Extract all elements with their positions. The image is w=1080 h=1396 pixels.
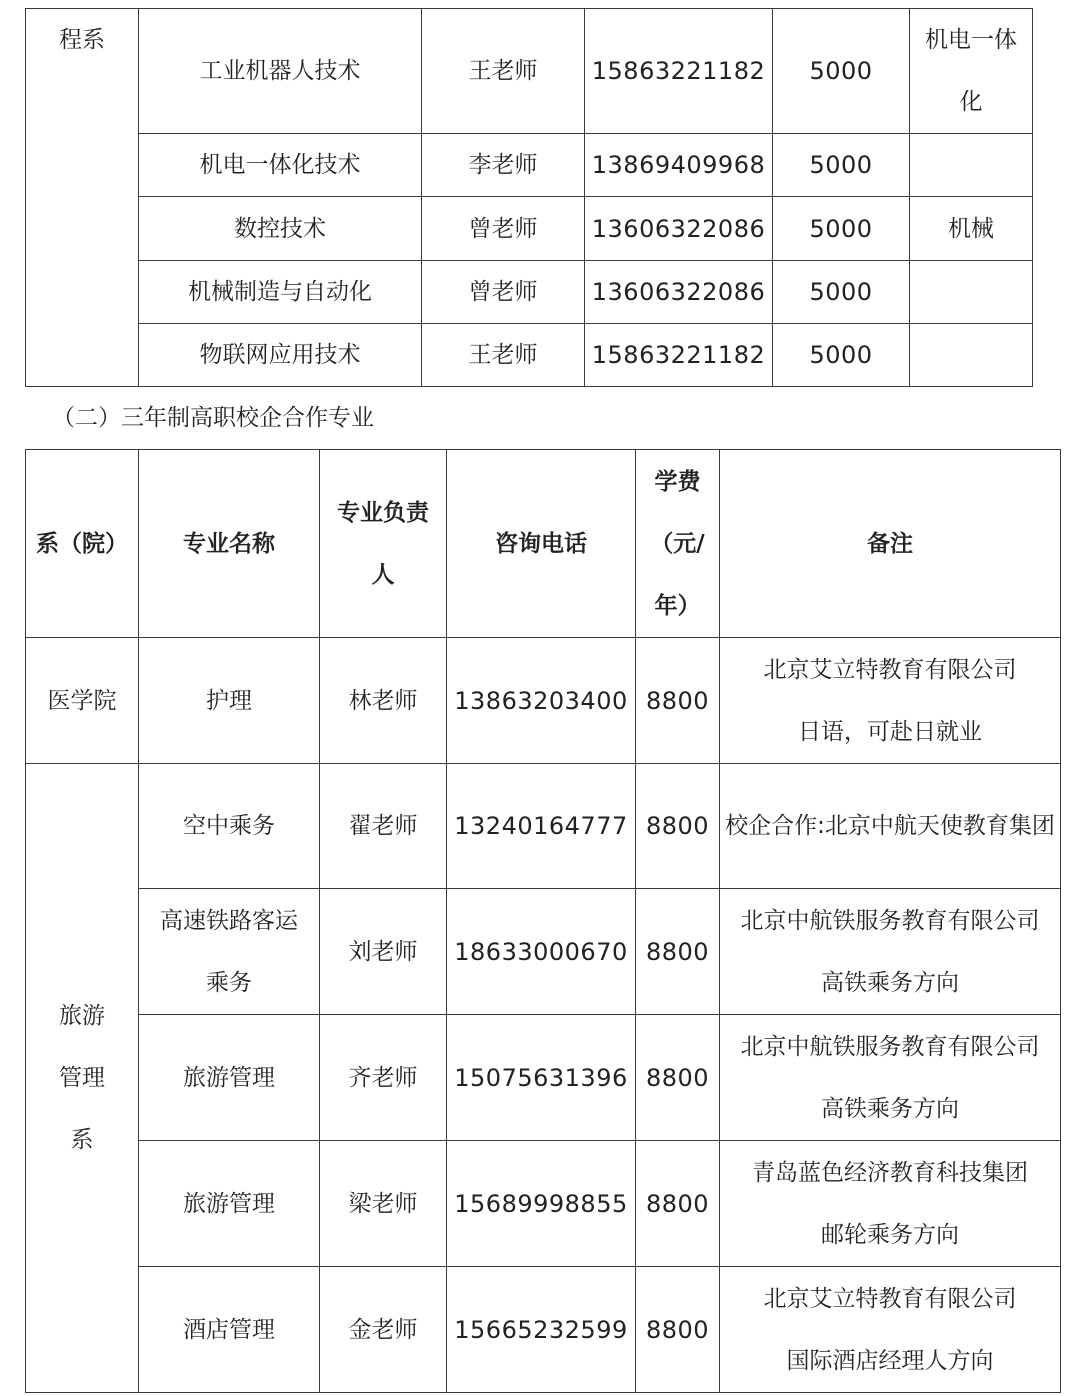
tuition-fee: 8800 bbox=[636, 1015, 720, 1141]
phone-number: 18633000670 bbox=[447, 889, 636, 1015]
major-name: 空中乘务 bbox=[139, 764, 320, 889]
phone-number: 13863203400 bbox=[447, 638, 636, 764]
remark-line: 校企合作:北京中航天使教育集团 bbox=[725, 813, 1055, 839]
contact-person: 林老师 bbox=[320, 638, 447, 764]
remark-line: 北京艾立特教育有限公司 bbox=[763, 656, 1017, 683]
remark bbox=[910, 261, 1033, 324]
contact-person: 翟老师 bbox=[320, 764, 447, 889]
table-row bbox=[26, 764, 1061, 889]
table-row bbox=[26, 197, 1033, 261]
table-row bbox=[26, 261, 1033, 324]
tuition-fee: 8800 bbox=[636, 1141, 720, 1267]
major-name: 酒店管理 bbox=[139, 1267, 320, 1393]
remark-line: 邮轮乘务方向 bbox=[821, 1221, 959, 1248]
remark-line: 高铁乘务方向 bbox=[821, 1095, 959, 1122]
majors-table-continued bbox=[25, 8, 1033, 387]
tuition-fee: 5000 bbox=[773, 324, 910, 387]
remark: 机电一体化 bbox=[910, 9, 1033, 134]
table-row bbox=[26, 9, 1033, 134]
remark-line: 青岛蓝色经济教育科技集团 bbox=[752, 1159, 1028, 1186]
section-heading: （二）三年制高职校企合作专业 bbox=[52, 405, 374, 431]
phone-number: 13606322086 bbox=[585, 197, 773, 261]
tuition-fee: 5000 bbox=[773, 197, 910, 261]
header-tuition: 学费（元/年） bbox=[636, 450, 720, 638]
table-row bbox=[26, 1015, 1061, 1141]
department-cell: 程系 bbox=[26, 9, 139, 387]
contact-person: 李老师 bbox=[422, 134, 585, 197]
remark-line: 国际酒店经理人方向 bbox=[786, 1347, 994, 1374]
major-name: 工业机器人技术 bbox=[139, 9, 422, 134]
major-name: 数控技术 bbox=[139, 197, 422, 261]
contact-person: 刘老师 bbox=[320, 889, 447, 1015]
table-row bbox=[26, 324, 1033, 387]
remark-line: 北京中航铁服务教育有限公司 bbox=[740, 1033, 1040, 1060]
contact-person: 曾老师 bbox=[422, 197, 585, 261]
header-major-name: 专业名称 bbox=[139, 450, 320, 638]
tuition-fee: 5000 bbox=[773, 134, 910, 197]
table-row bbox=[26, 638, 1061, 764]
phone-number: 15863221182 bbox=[585, 9, 773, 134]
header-phone: 咨询电话 bbox=[447, 450, 636, 638]
contact-person: 齐老师 bbox=[320, 1015, 447, 1141]
major-name: 机械制造与自动化 bbox=[139, 261, 422, 324]
department-cell: 旅游管理系 bbox=[26, 764, 139, 1393]
major-name: 护理 bbox=[139, 638, 320, 764]
major-name: 旅游管理 bbox=[139, 1141, 320, 1267]
contact-person: 王老师 bbox=[422, 324, 585, 387]
header-department: 系（院） bbox=[26, 450, 139, 638]
contact-person: 金老师 bbox=[320, 1267, 447, 1393]
tuition-fee: 8800 bbox=[636, 764, 720, 889]
remark bbox=[720, 638, 1061, 764]
phone-number: 15863221182 bbox=[585, 324, 773, 387]
phone-number: 13606322086 bbox=[585, 261, 773, 324]
remark-line: 北京中航铁服务教育有限公司 bbox=[740, 907, 1040, 934]
phone-number: 13240164777 bbox=[447, 764, 636, 889]
enterprise-cooperation-majors-table bbox=[25, 449, 1061, 1393]
table-header-row bbox=[26, 450, 1061, 638]
remark: 机械 bbox=[910, 197, 1033, 261]
table-row bbox=[26, 1267, 1061, 1393]
tuition-fee: 8800 bbox=[636, 1267, 720, 1393]
remark-line: 日语，可赴日就业 bbox=[798, 718, 982, 745]
tuition-fee: 5000 bbox=[773, 261, 910, 324]
contact-person: 曾老师 bbox=[422, 261, 585, 324]
major-name: 机电一体化技术 bbox=[139, 134, 422, 197]
remark bbox=[720, 764, 1061, 889]
table-row bbox=[26, 1141, 1061, 1267]
phone-number: 15689998855 bbox=[447, 1141, 636, 1267]
phone-number: 15075631396 bbox=[447, 1015, 636, 1141]
phone-number: 13869409968 bbox=[585, 134, 773, 197]
contact-person: 王老师 bbox=[422, 9, 585, 134]
table-row bbox=[26, 134, 1033, 197]
remark-line: 北京艾立特教育有限公司 bbox=[763, 1285, 1017, 1312]
remark bbox=[720, 1015, 1061, 1141]
tuition-fee: 8800 bbox=[636, 638, 720, 764]
tuition-fee: 8800 bbox=[636, 889, 720, 1015]
header-remark: 备注 bbox=[720, 450, 1061, 638]
major-name: 旅游管理 bbox=[139, 1015, 320, 1141]
header-contact-person: 专业负责人 bbox=[320, 450, 447, 638]
major-name: 高速铁路客运乘务 bbox=[139, 889, 320, 1015]
phone-number: 15665232599 bbox=[447, 1267, 636, 1393]
major-name: 物联网应用技术 bbox=[139, 324, 422, 387]
table-row bbox=[26, 889, 1061, 1015]
remark bbox=[720, 1141, 1061, 1267]
remark bbox=[910, 324, 1033, 387]
remark bbox=[910, 134, 1033, 197]
remark-line: 高铁乘务方向 bbox=[821, 969, 959, 996]
remark bbox=[720, 1267, 1061, 1393]
tuition-fee: 5000 bbox=[773, 9, 910, 134]
department-cell: 医学院 bbox=[26, 638, 139, 764]
contact-person: 梁老师 bbox=[320, 1141, 447, 1267]
remark bbox=[720, 889, 1061, 1015]
